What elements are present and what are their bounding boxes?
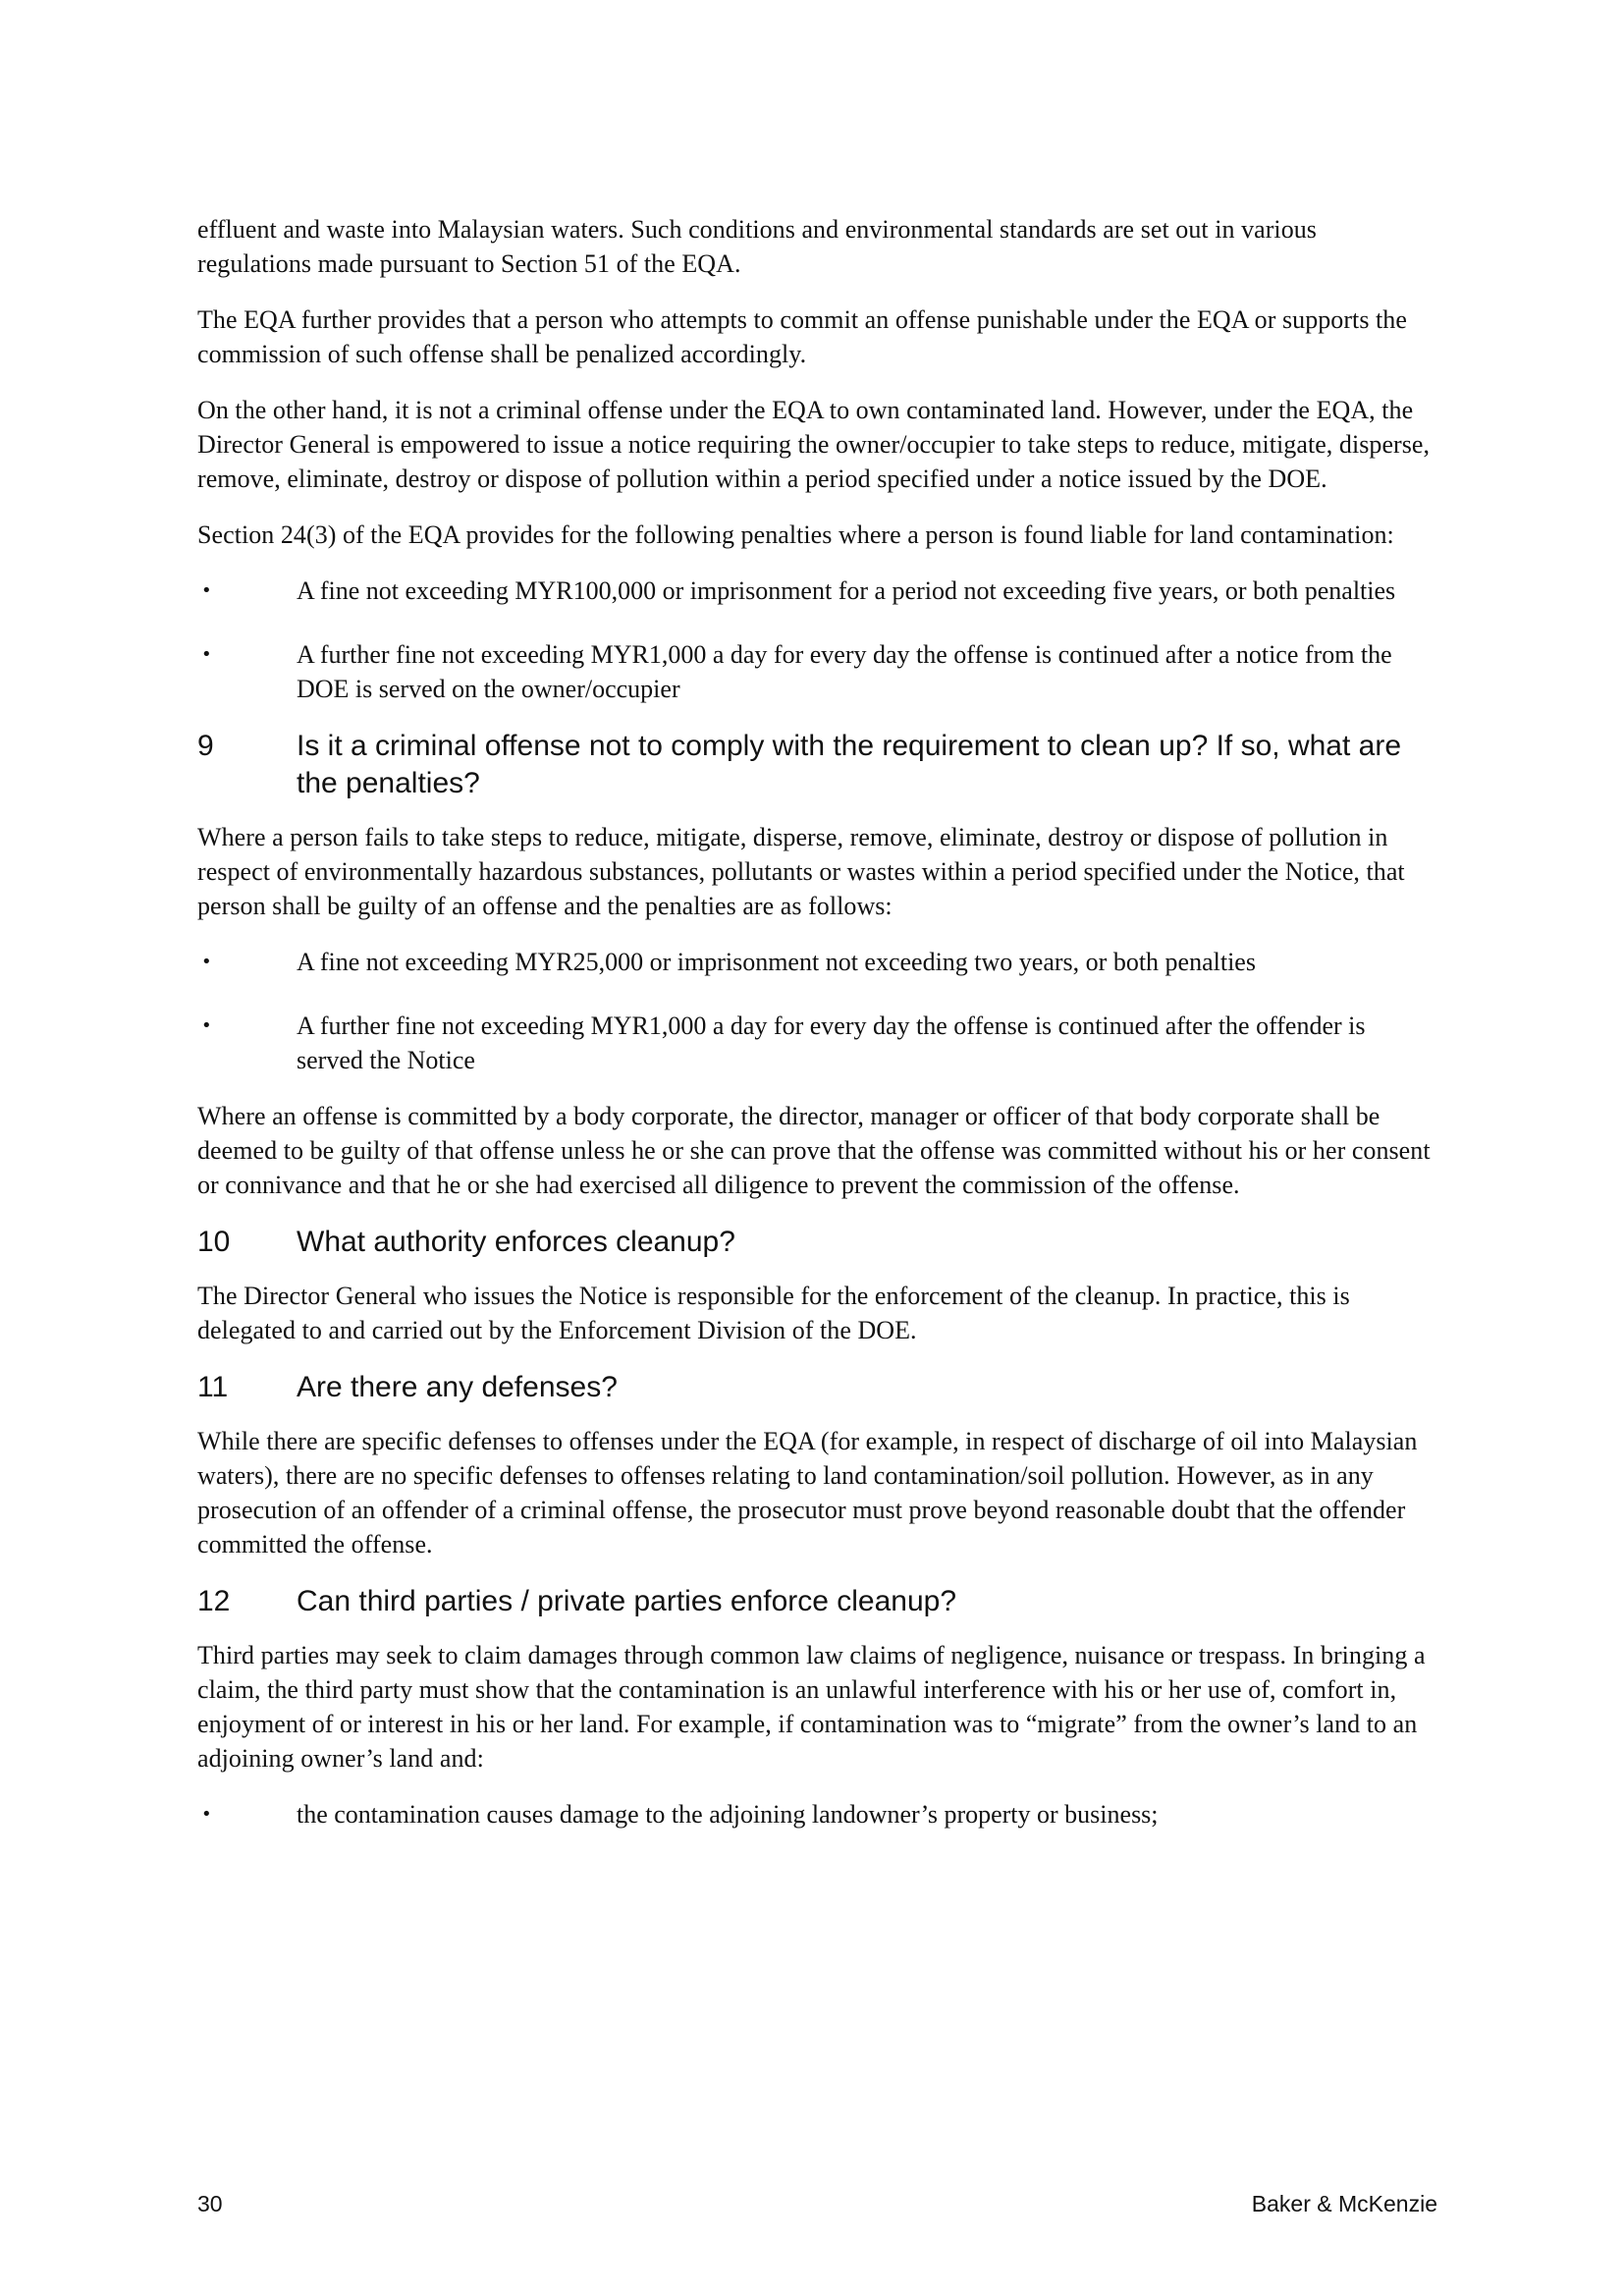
list-item-text: A fine not exceeding MYR25,000 or imprisonment not exceeding two years, or both penalties [297,948,1256,976]
document-page [197,212,1436,1853]
bullet-icon: • [201,644,212,665]
list-item-text: A further fine not exceeding MYR1,000 a day for every day the offense is continued after a notice from the DOE is served on the owner/occupier [297,640,1392,703]
section-heading [197,728,1436,802]
list-item-text: the contamination causes damage to the adjoining landowner’s property or business; [297,1800,1159,1829]
section-number: 12 [197,1585,231,1617]
list-item [197,1009,1436,1077]
section-heading [197,1224,1436,1261]
section-title: Can third parties / private parties enforce cleanup? [297,1585,957,1617]
paragraph: Where a person fails to take steps to reduce, mitigate, disperse, remove, eliminate, destroy or dispose of pollution in respect of environmentally hazardous substances, pollutants or wastes within a period specified under the Notice, that person shall be guilty of an offense and the penalties are as follows: [197,823,1405,920]
list-item [197,574,1436,608]
section-number: 10 [197,1226,231,1258]
list-item-text: A fine not exceeding MYR100,000 or imprisonment for a period not exceeding five years, or both penalties [297,576,1396,605]
section-title: Are there any defenses? [297,1371,618,1403]
list-item [197,1797,1436,1831]
paragraph: The EQA further provides that a person who attempts to commit an offense punishable under the EQA or supports the commission of such offense shall be penalized accordingly. [197,305,1407,368]
paragraph: effluent and waste into Malaysian waters. Such conditions and environmental standards are set out in various regulations made pursuant to Section 51 of the EQA. [197,215,1317,278]
bullet-icon: • [201,1804,212,1825]
penalties-list [197,945,1436,1077]
section-title: What authority enforces cleanup? [297,1226,735,1258]
list-item-text: A further fine not exceeding MYR1,000 a day for every day the offense is continued after the offender is served the Notice [297,1011,1366,1074]
bullet-icon: • [201,580,212,601]
list-item [197,637,1436,706]
bullet-icon: • [201,952,212,972]
penalties-list [197,574,1436,706]
section-number: 11 [197,1371,229,1403]
paragraph: Section 24(3) of the EQA provides for the following penalties where a person is found liable for land contamination: [197,520,1394,549]
paragraph: While there are specific defenses to offenses under the EQA (for example, in respect of discharge of oil into Malaysian waters), there are no specific defenses to offenses relating to land contamination/soil pollution. However, as in any prosecution of an offender of a criminal offense, the prosecutor must prove beyond reasonable doubt that the offender committed the offense. [197,1427,1418,1558]
paragraph: Third parties may seek to claim damages through common law claims of negligence, nuisance or trespass. In bringing a claim, the third party must show that the contamination is an unlawful interference with his or her use of, comfort in, enjoyment of or interest in his or her land. For example, if contamination was to “migrate” from the owner’s land to an adjoining owner’s land and: [197,1641,1426,1773]
paragraph: The Director General who issues the Notice is responsible for the enforcement of the cleanup. In practice, this is delegated to and carried out by the Enforcement Division of the DOE. [197,1282,1350,1344]
paragraph: On the other hand, it is not a criminal offense under the EQA to own contaminated land. However, under the EQA, the Director General is empowered to issue a notice requiring the owner/occupier to take steps to reduce, mitigate, disperse, remove, eliminate, destroy or dispose of pollution within a period specified under a notice issued by the DOE. [197,396,1431,493]
page-number: 30 [197,2191,223,2216]
bullet-icon: • [201,1015,212,1036]
footer-firm-name: Baker & McKenzie [1251,2191,1437,2216]
conditions-list [197,1797,1436,1831]
paragraph: Where an offense is committed by a body corporate, the director, manager or officer of that body corporate shall be deemed to be guilty of that offense unless he or she can prove that the offense was committed without his or her consent or connivance and that he or she had exercised all diligence to prevent the commission of the offense. [197,1102,1431,1199]
section-heading [197,1369,1436,1406]
list-item [197,945,1436,979]
section-title: Is it a criminal offense not to comply with the requirement to clean up? If so, what are the penalties? [297,730,1402,799]
section-heading [197,1583,1436,1620]
section-number: 9 [197,730,214,762]
